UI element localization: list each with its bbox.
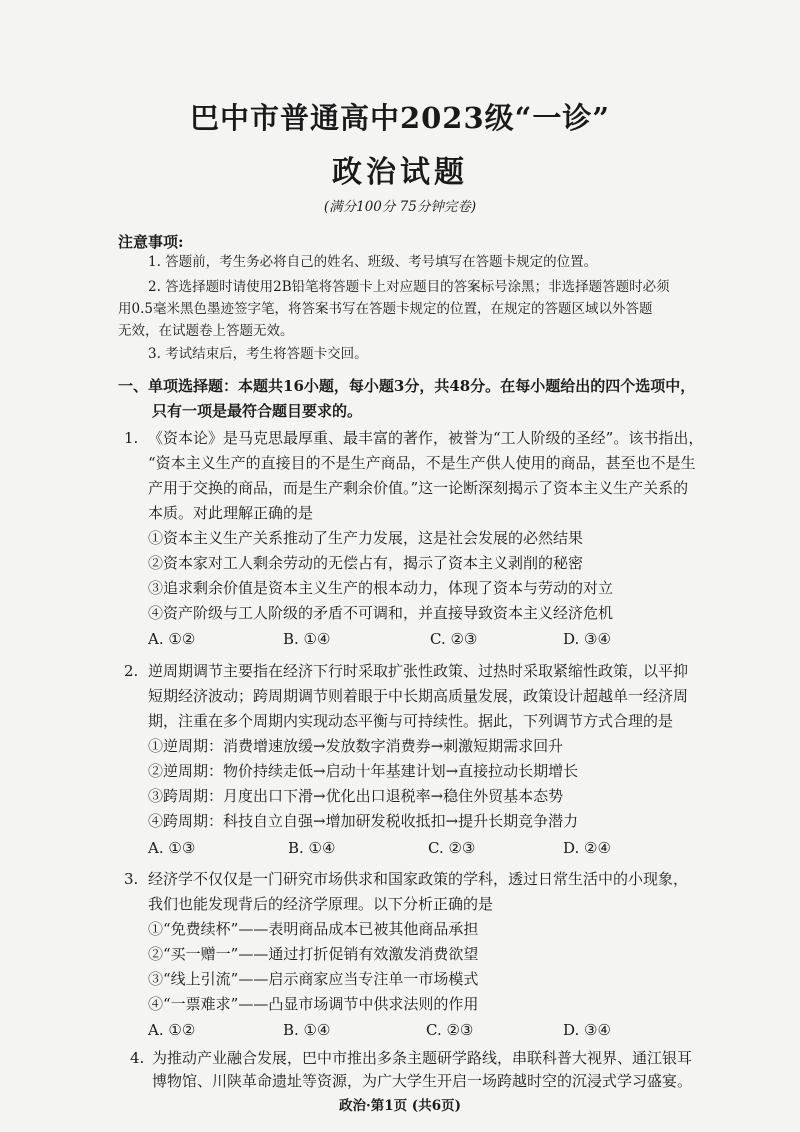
- option-a[interactable]: A. ①②: [148, 630, 196, 648]
- statement-item: ③“线上引流”——启示商家应当专注单一市场模式: [148, 970, 479, 988]
- question-stem: 逆周期调节主要指在经济下行时采取扩张性政策、过热时采取紧缩性政策，以平抑: [148, 662, 689, 680]
- statement-item: ①“免费续杯”——表明商品成本已被其他商品承担: [148, 920, 479, 938]
- answer-options: [148, 627, 628, 652]
- option-b[interactable]: B. ①④: [283, 1021, 331, 1039]
- question-number: 3.: [124, 870, 139, 888]
- answer-options: [148, 836, 628, 861]
- note-line: 无效，在试题卷上答题无效。: [118, 323, 294, 339]
- statement-item: ①逆周期：消费增速放缓→发放数字消费券→刺激短期需求回升: [148, 737, 564, 755]
- note-line: 2. 答选择题时请使用2B铅笔将答题卡上对应题目的答案标号涂黑；非选择题答题时必须: [148, 279, 670, 295]
- question-number: 1.: [124, 429, 139, 447]
- option-c[interactable]: C. ②③: [430, 630, 478, 648]
- question-stem: 经济学不仅仅是一门研究市场供求和国家政策的学科，透过日常生活中的小现象，: [148, 870, 689, 888]
- exam-meta: (满分100分 75分钟完卷): [323, 199, 477, 215]
- section-heading-cont: 只有一项是最符合题目要求的。: [152, 402, 363, 420]
- note-line: 用0.5毫米黑色墨迹签字笔，将答案书写在答题卡规定的位置，在规定的答题区域以外答题: [118, 301, 653, 317]
- statement-item: ④跨周期：科技自立自强→增加研发税收抵扣→提升长期竞争潜力: [148, 812, 579, 830]
- option-d[interactable]: D. ②④: [563, 839, 611, 857]
- page-footer: 政治·第1页 (共6页): [339, 1098, 461, 1114]
- question-stem: 期，注重在多个周期内实现动态平衡与可持续性。据此，下列调节方式合理的是: [148, 712, 674, 730]
- notes-heading: 注意事项:: [118, 233, 184, 251]
- exam-title: 巴中市普通高中2023级“一诊”: [189, 101, 611, 135]
- statement-item: ②资本家对工人剩余劳动的无偿占有，揭示了资本主义剥削的秘密: [148, 554, 584, 572]
- option-b[interactable]: B. ①④: [283, 630, 331, 648]
- question-number: 4.: [130, 1049, 145, 1067]
- question-stem: 博物馆、川陕革命遗址等资源，为广大学生开启一场跨越时空的沉浸式学习盛宴。: [152, 1072, 693, 1090]
- question-stem: 产用于交换的商品，而是生产剩余价值。”这一论断深刻揭示了资本主义生产关系的: [148, 479, 689, 497]
- question-stem: “资本主义生产的直接目的不是生产商品，不是生产供人使用的商品，甚至也不是生: [148, 454, 696, 472]
- option-a[interactable]: A. ①②: [148, 1021, 196, 1039]
- question-stem: 《资本论》是马克思最厚重、最丰富的著作，被誉为“工人阶级的圣经”。该书指出，: [148, 429, 704, 447]
- statement-item: ①资本主义生产关系推动了生产力发展，这是社会发展的必然结果: [148, 529, 584, 547]
- option-b[interactable]: B. ①④: [288, 839, 336, 857]
- subject-title: 政治试题: [332, 155, 468, 190]
- statement-item: ②“买一赠一”——通过打折促销有效激发消费欲望: [148, 945, 479, 963]
- statement-item: ②逆周期：物价持续走低→启动十年基建计划→直接拉动长期增长: [148, 762, 579, 780]
- statement-item: ③追求剩余价值是资本主义生产的根本动力，体现了资本与劳动的对立: [148, 579, 614, 597]
- statement-item: ④“一票难求”——凸显市场调节中供求法则的作用: [148, 995, 479, 1013]
- note-line: 3. 考试结束后，考生将答题卡交回。: [148, 346, 368, 362]
- question-stem: 为推动产业融合发展，巴中市推出多条主题研学路线，串联科普大视界、通江银耳: [152, 1049, 693, 1067]
- statement-item: ③跨周期：月度出口下滑→优化出口退税率→稳住外贸基本态势: [148, 787, 564, 805]
- question-stem: 本质。对此理解正确的是: [148, 504, 314, 522]
- note-line: 1. 答题前，考生务必将自己的姓名、班级、考号填写在答题卡规定的位置。: [148, 254, 598, 270]
- statement-item: ④资产阶级与工人阶级的矛盾不可调和，并直接导致资本主义经济危机: [148, 604, 614, 622]
- answer-options: [148, 1018, 628, 1043]
- question-stem: 我们也能发现背后的经济学原理。以下分析正确的是: [148, 895, 494, 913]
- option-d[interactable]: D. ③④: [563, 1021, 611, 1039]
- option-a[interactable]: A. ①③: [148, 839, 196, 857]
- question-stem: 短期经济波动；跨周期调节则着眼于中长期高质量发展，政策设计超越单一经济周: [148, 687, 689, 705]
- option-c[interactable]: C. ②③: [426, 1021, 474, 1039]
- option-d[interactable]: D. ③④: [563, 630, 611, 648]
- question-number: 2.: [124, 662, 139, 680]
- section-heading: 一、单项选择题：本题共16小题，每小题3分，共48分。在每小题给出的四个选项中，: [118, 377, 696, 395]
- option-c[interactable]: C. ②③: [428, 839, 476, 857]
